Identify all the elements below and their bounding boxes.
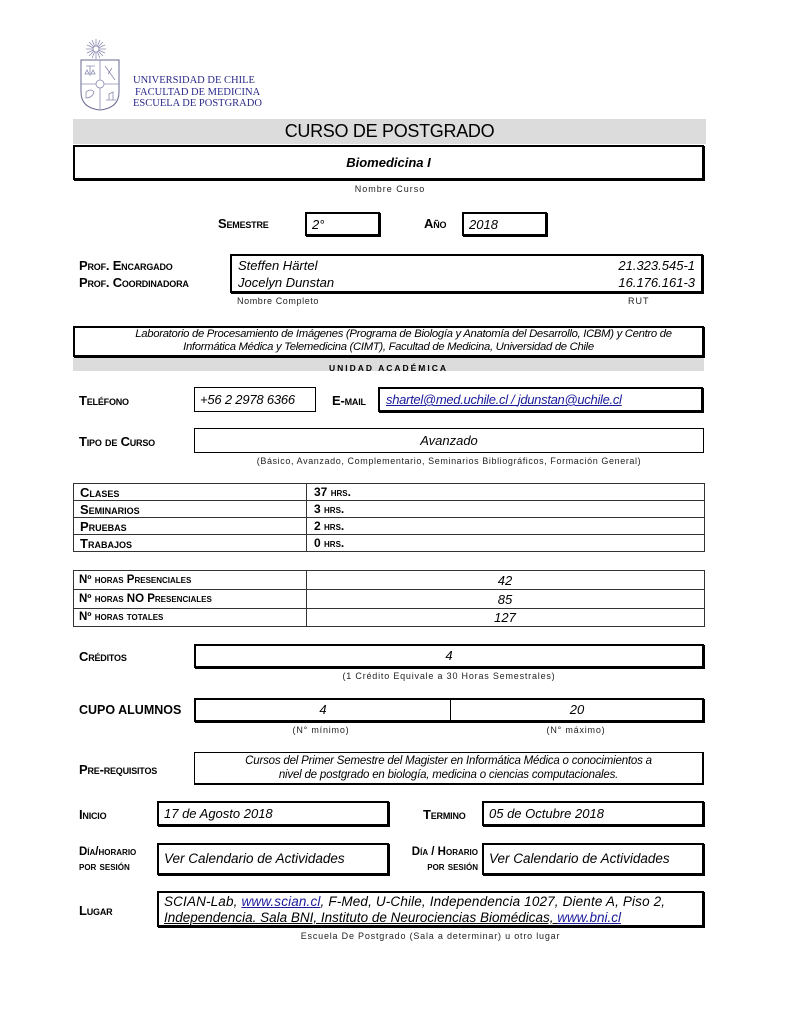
- hours-number: 2: [314, 519, 321, 533]
- hours-number: 3: [314, 502, 321, 516]
- location-line2: [164, 910, 621, 926]
- hours-value: [314, 536, 344, 550]
- quota-max-caption: (N° máximo): [546, 725, 606, 735]
- schedule-left-label: [79, 845, 136, 875]
- location-text-2: , F-Med, U-Chile, Independencia 1027, Diente A, Piso 2,: [320, 894, 666, 909]
- location-label: Lugar: [79, 903, 113, 918]
- course-type-label: Tipo de Curso: [79, 434, 155, 449]
- prof-encargado-label: Prof. Encargado: [79, 258, 173, 273]
- quota-max-value[interactable]: 20: [569, 702, 585, 717]
- page-title: CURSO DE POSTGRADO: [284, 121, 495, 141]
- hours-row-seminarios: [74, 501, 704, 518]
- schedule-right-value: Ver Calendario de Actividades: [489, 851, 670, 866]
- phone-value: +56 2 2978 6366: [200, 392, 295, 407]
- hour-totals-table: [73, 570, 705, 627]
- course-type-value: Avanzado: [420, 433, 478, 448]
- hour-totals-label: Nº horas Presenciales: [79, 574, 192, 586]
- email-link-jdunstan[interactable]: jdunstan@uchile.cl: [517, 392, 622, 407]
- year-value: 2018: [469, 217, 498, 232]
- hours-label: Trabajos: [80, 536, 132, 551]
- hour-totals-label: Nº horas NO Presenciales: [79, 593, 212, 605]
- end-date-value: 05 de Octubre 2018: [489, 806, 604, 821]
- schedule-left-label-line2: por sesión: [79, 861, 130, 873]
- semester-value: 2°: [312, 217, 325, 232]
- hours-number: 0: [314, 536, 321, 550]
- institution-line-faculty: FACULTAD DE MEDICINA: [135, 86, 261, 98]
- schedule-right-field[interactable]: [482, 843, 704, 875]
- scian-link[interactable]: www.scian.cl: [241, 894, 321, 909]
- email-label: E-mail: [332, 393, 366, 408]
- hour-totals-row-no-presenciales: [74, 590, 704, 609]
- hours-unit: hrs.: [320, 519, 345, 533]
- coordinadora-rut: 16.176.161-3: [618, 275, 695, 290]
- location-text-1: SCIAN-Lab,: [164, 894, 242, 909]
- semester-field[interactable]: [305, 212, 380, 236]
- location-field[interactable]: [157, 891, 704, 927]
- academic-unit-caption: UNIDAD ACADÉMICA: [328, 363, 449, 373]
- hours-value: [314, 502, 344, 516]
- academic-unit-line2: Informática Médica y Telemedicina (CIMT), Facultad de Medicina, Universidad de Chile: [183, 341, 594, 353]
- email-separator: /: [507, 392, 518, 407]
- hours-value: [314, 485, 351, 499]
- email-link-shartel[interactable]: shartel@med.uchile.cl: [386, 392, 508, 407]
- professors-field[interactable]: [230, 254, 703, 293]
- course-type-caption: (Básico, Avanzado, Complementario, Seminarios Bibliográficos, Formación General): [256, 456, 642, 466]
- year-field[interactable]: [462, 212, 547, 236]
- quota-label: CUPO ALUMNOS: [79, 703, 182, 717]
- institution-line-school: ESCUELA DE POSTGRADO: [133, 98, 262, 109]
- credits-label: Créditos: [79, 649, 127, 664]
- schedule-left-field[interactable]: [157, 843, 389, 875]
- end-date-field[interactable]: [482, 801, 704, 826]
- hours-label: Seminarios: [80, 502, 140, 517]
- hour-totals-row-totales: [74, 609, 704, 627]
- year-label: Año: [424, 216, 447, 231]
- academic-unit-caption-bar: [73, 358, 704, 371]
- email-field[interactable]: [378, 387, 703, 412]
- course-name-caption: Nombre Curso: [354, 184, 426, 194]
- email-values: [386, 392, 622, 407]
- quota-field: [194, 698, 704, 722]
- prereq-label: Pre-requisitos: [79, 762, 158, 777]
- phone-field[interactable]: [194, 387, 316, 412]
- coordinadora-name: Jocelyn Dunstan: [238, 275, 335, 290]
- course-name-value: Biomedicina I: [346, 155, 431, 170]
- schedule-right-label-line2: por sesión: [427, 861, 478, 873]
- hours-unit: hrs.: [327, 485, 351, 499]
- encargado-rut: 21.323.545-1: [618, 258, 695, 273]
- hours-unit: hrs.: [320, 502, 345, 516]
- hour-totals-value: 42: [497, 573, 513, 588]
- location-line1: [164, 894, 665, 910]
- phone-label: Teléfono: [79, 393, 129, 408]
- university-crest-icon: [79, 36, 129, 112]
- prof-coordinadora-label: Prof. Coordinadora: [79, 275, 189, 290]
- hours-table: [73, 483, 705, 552]
- credits-caption: (1 Crédito Equivale a 30 Horas Semestrales): [342, 671, 556, 681]
- start-date-label: Inicio: [79, 807, 107, 822]
- prereq-field[interactable]: [194, 752, 704, 785]
- hours-row-pruebas: [74, 518, 704, 535]
- location-text-3: Independencia. Sala BNI, Instituto de Neurociencias Biomédicas,: [164, 910, 558, 925]
- prereq-line1: Cursos del Primer Semestre del Magister en Informática Médica o conocimientos a: [245, 755, 652, 767]
- credits-field[interactable]: [194, 644, 704, 668]
- quota-min-value[interactable]: 4: [319, 702, 327, 717]
- credits-value: 4: [445, 648, 453, 663]
- rut-caption: RUT: [628, 296, 650, 306]
- hour-totals-value: 85: [497, 592, 513, 607]
- hour-totals-label: Nº horas totales: [79, 611, 164, 623]
- institution-line-university: UNIVERSIDAD DE CHILE: [133, 75, 255, 86]
- quota-min-caption: (N° mínimo): [292, 725, 350, 735]
- schedule-left-value: Ver Calendario de Actividades: [164, 851, 345, 866]
- academic-unit-line1: Laboratorio de Procesamiento de Imágenes (Programa de Biología y Anatomía del Desarrollo, ICBM) y Centro de: [135, 328, 672, 340]
- hour-totals-value: 127: [494, 610, 516, 625]
- course-type-field[interactable]: [194, 428, 704, 453]
- hours-row-clases: [74, 484, 704, 501]
- title-bar: [73, 119, 706, 144]
- hour-totals-row-presenciales: [74, 571, 704, 590]
- hours-row-trabajos: [74, 535, 704, 552]
- hours-label: Clases: [80, 485, 120, 500]
- schedule-right-label: [396, 845, 478, 875]
- hours-label: Pruebas: [80, 519, 127, 534]
- hours-unit: hrs.: [320, 536, 345, 550]
- location-caption: Escuela De Postgrado (Sala a determinar) u otro lugar: [300, 931, 561, 941]
- academic-unit-field[interactable]: [73, 326, 704, 357]
- schedule-left-label-line1: Día/horario: [79, 846, 137, 858]
- institution-name: [133, 75, 262, 110]
- semester-label: Semestre: [218, 216, 269, 231]
- prereq-line2: nivel de postgrado en biología, medicina o ciencias computacionales.: [278, 769, 619, 781]
- bni-link[interactable]: www.bni.cl: [557, 910, 622, 925]
- schedule-right-label-line1: Día / Horario: [411, 846, 478, 858]
- start-date-field[interactable]: [157, 801, 389, 826]
- end-date-label: Termino: [423, 807, 466, 822]
- course-name-field[interactable]: [73, 145, 704, 180]
- name-caption: Nombre Completo: [237, 296, 320, 306]
- hours-value: [314, 519, 344, 533]
- encargado-name: Steffen Härtel: [238, 258, 318, 273]
- start-date-value: 17 de Agosto 2018: [164, 806, 273, 821]
- hours-number: 37: [314, 485, 328, 499]
